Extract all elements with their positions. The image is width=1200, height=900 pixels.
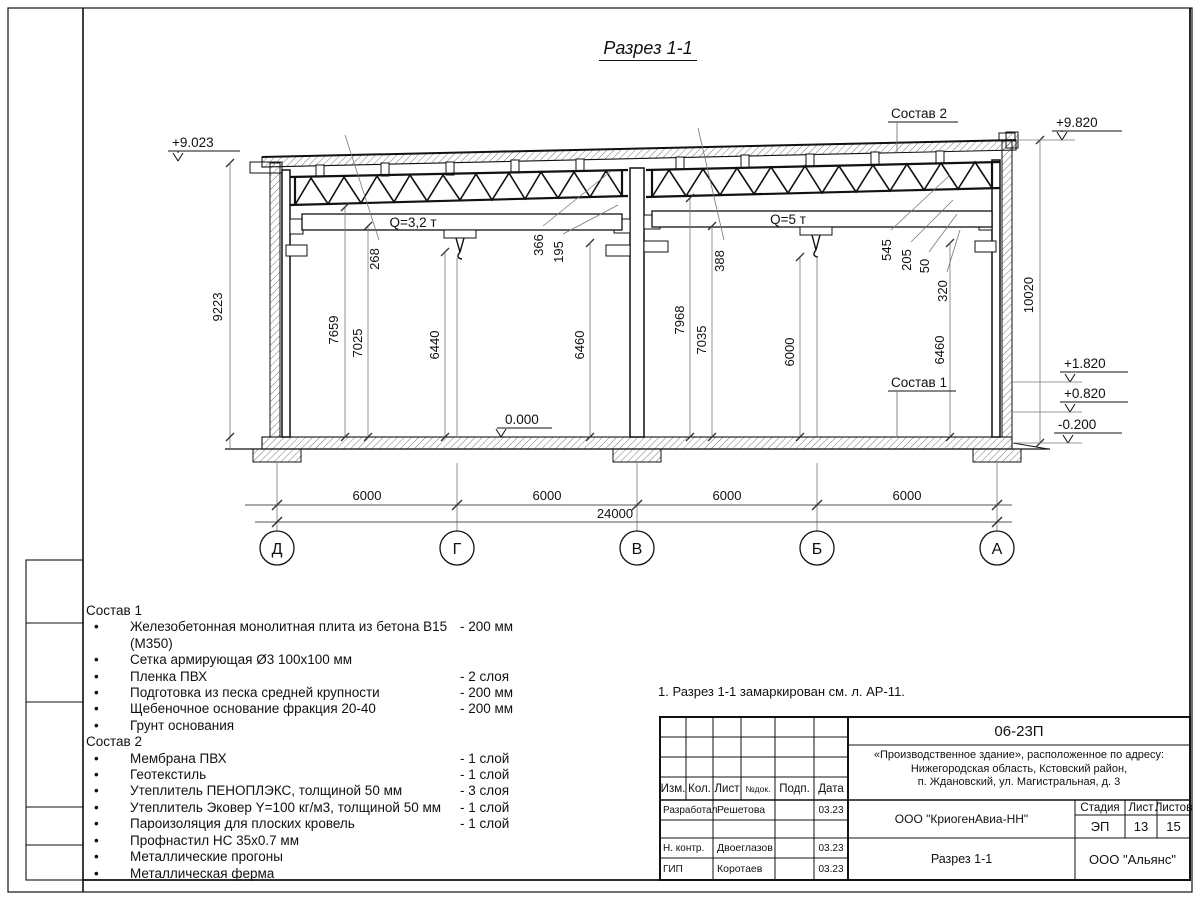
dim-6000-clearance: 6000 bbox=[782, 337, 797, 367]
dim-195: 195 bbox=[551, 241, 566, 263]
callout-sostav1: Состав 1 bbox=[891, 375, 947, 390]
list-item: • Утеплитель Эковер Y=100 кг/м3, толщиной 50 мм - 1 слой bbox=[94, 799, 510, 815]
axis-b: Б bbox=[811, 541, 823, 558]
tb-col-data: Дата bbox=[818, 782, 844, 795]
dim-50: 50 bbox=[917, 258, 932, 274]
list-item: • Геотекстиль - 1 слой bbox=[94, 767, 510, 783]
tb-row2-name: Двоеглазов bbox=[717, 842, 773, 854]
bay-dim-4: 6000 bbox=[892, 488, 922, 503]
axis-v: В bbox=[631, 541, 643, 558]
crane-beam-right bbox=[652, 211, 992, 257]
drawing-note: 1. Разрез 1-1 замаркирован см. л. АР-11. bbox=[658, 684, 905, 699]
tb-company: ООО "КриогенАвиа-НН" bbox=[894, 812, 1029, 826]
list-item: • Сетка армирующая Ø3 100х100 мм bbox=[94, 652, 353, 668]
elevation-0820: +0.820 bbox=[1064, 386, 1106, 401]
dim-205: 205 bbox=[899, 249, 914, 271]
elevation-floor: 0.000 bbox=[505, 412, 539, 427]
sostav2-title: Состав 2 bbox=[86, 734, 142, 750]
dim-6440: 6440 bbox=[427, 330, 442, 360]
floor-slab bbox=[225, 437, 1050, 462]
tb-col-kol: Кол. bbox=[688, 782, 711, 795]
tb-col-ndok: №док. bbox=[745, 783, 771, 794]
tb-col-izm: Изм. bbox=[660, 782, 686, 795]
tb-sheets: 15 bbox=[1166, 819, 1181, 834]
crane-beam-left bbox=[302, 214, 622, 259]
dim-7025: 7025 bbox=[350, 328, 365, 358]
tb-row1-name: Решетова bbox=[717, 804, 766, 816]
tb-row2-date: 03.23 bbox=[818, 842, 844, 854]
tb-project: «Производственное здание», расположенное по адресу: Нижегородская область, Кстовский район, п. Ждановский, ул. Магистральная, д. 3 bbox=[873, 749, 1165, 788]
axis-bubbles bbox=[260, 531, 1014, 565]
composition-lists bbox=[86, 603, 542, 882]
crane-capacity-right: Q=5 т bbox=[770, 212, 806, 227]
elevation-m0200: -0.200 bbox=[1058, 417, 1097, 432]
tb-code: 06-23П bbox=[994, 722, 1044, 740]
roof bbox=[262, 132, 1018, 167]
dim-6460-left: 6460 bbox=[572, 330, 587, 360]
tb-row3-name: Коротаев bbox=[717, 863, 763, 875]
axis-a: А bbox=[991, 541, 1003, 558]
dim-545: 545 bbox=[879, 239, 894, 261]
dim-10020: 10020 bbox=[1021, 276, 1036, 314]
tb-stage: ЭП bbox=[1090, 819, 1110, 834]
truss-right bbox=[646, 162, 1000, 197]
elevation-left-top: +9.023 bbox=[172, 135, 214, 150]
list-item: • Мембрана ПВХ - 1 слой bbox=[94, 750, 510, 766]
dim-6460-right: 6460 bbox=[932, 335, 947, 365]
callout-sostav2: Состав 2 bbox=[891, 106, 947, 121]
list-item: • Металлическая ферма bbox=[94, 865, 275, 881]
list-item: • Пароизоляция для плоских кровель - 1 слой bbox=[94, 816, 510, 832]
list-item: • Профнастил НС 35х0.7 мм bbox=[94, 832, 299, 848]
tb-stage-label: Стадия bbox=[1080, 801, 1120, 814]
sostav1-title: Состав 1 bbox=[86, 603, 142, 618]
list-item: • Подготовка из песка средней крупности - 200 мм bbox=[94, 685, 514, 701]
tb-row1-role: Разработал bbox=[663, 804, 718, 816]
left-wall bbox=[250, 162, 307, 437]
tb-firm: ООО "Альянс" bbox=[1089, 851, 1176, 867]
list-item: • Щебеночное основание фракция 20-40 - 200 мм bbox=[94, 701, 514, 717]
dim-268: 268 bbox=[367, 248, 382, 270]
list-item: • Грунт основания bbox=[94, 717, 235, 733]
elevation-1820: +1.820 bbox=[1064, 356, 1106, 371]
vertical-dim-labels bbox=[210, 277, 1036, 367]
dim-7659: 7659 bbox=[326, 315, 341, 345]
elevation-marks bbox=[168, 131, 1128, 443]
dim-388: 388 bbox=[712, 250, 727, 272]
dim-9223: 9223 bbox=[210, 292, 225, 322]
dim-7035: 7035 bbox=[694, 325, 709, 355]
drawing-view-title: Разрез 1-1 bbox=[538, 38, 758, 59]
tb-row2-role: Н. контр. bbox=[663, 842, 705, 854]
tb-col-podp: Подп. bbox=[779, 782, 810, 795]
list-item: • Утеплитель ПЕНОПЛЭКС, толщиной 50 мм - 3 слоя bbox=[94, 783, 510, 799]
list-item: • Металлические прогоны bbox=[94, 849, 283, 865]
dim-320: 320 bbox=[935, 280, 950, 302]
bay-dim-1: 6000 bbox=[352, 488, 382, 503]
axis-g: Г bbox=[452, 541, 462, 558]
list-item: • Железобетонная монолитная плита из бетона В15 (М350) - 200 мм bbox=[94, 619, 514, 651]
tb-row3-role: ГИП bbox=[663, 863, 683, 875]
tb-sheets-label: Листов bbox=[1154, 801, 1193, 814]
total-dim: 24000 bbox=[596, 506, 634, 521]
tb-row1-date: 03.23 bbox=[818, 804, 844, 816]
crane-capacity-left: Q=3,2 т bbox=[389, 215, 437, 230]
bottom-dims bbox=[245, 463, 1012, 531]
tb-row3-date: 03.23 bbox=[818, 863, 844, 875]
center-column bbox=[606, 168, 668, 437]
tb-sheet-label: Лист bbox=[1128, 801, 1154, 814]
tb-sheet: 13 bbox=[1133, 819, 1149, 834]
dim-366: 366 bbox=[531, 234, 546, 256]
axis-d: Д bbox=[271, 541, 283, 558]
truss-left bbox=[290, 170, 628, 205]
dim-7968: 7968 bbox=[672, 305, 687, 335]
bay-dim-3: 6000 bbox=[712, 488, 742, 503]
bay-dim-2: 6000 bbox=[532, 488, 562, 503]
elevation-right-top: +9.820 bbox=[1056, 115, 1098, 130]
tb-col-list: Лист bbox=[714, 782, 740, 795]
list-item: • Пленка ПВХ - 2 слоя bbox=[94, 668, 510, 684]
right-wall bbox=[975, 133, 1015, 437]
tb-doc-title: Разрез 1-1 bbox=[930, 852, 993, 866]
